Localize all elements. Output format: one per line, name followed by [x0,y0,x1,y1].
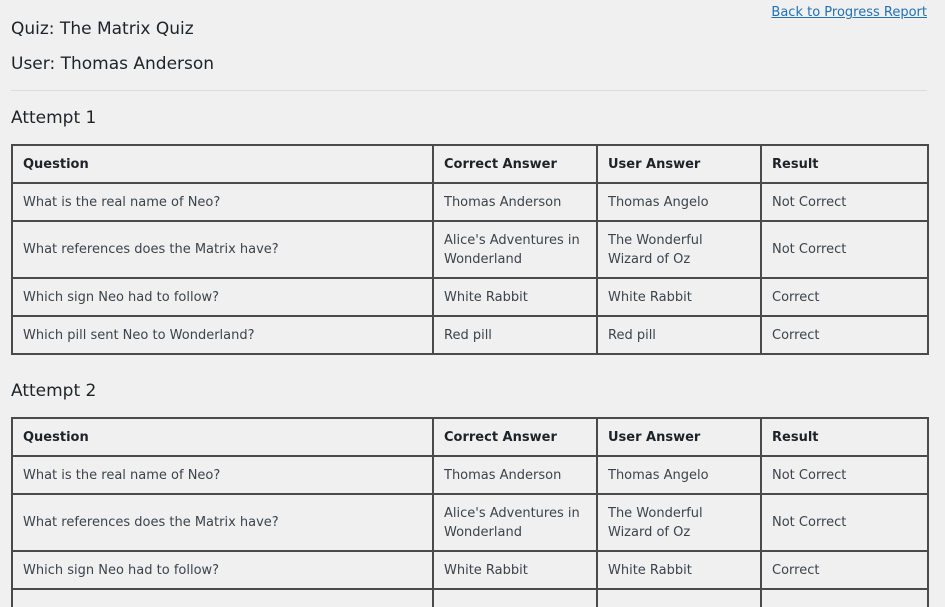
result-cell: Correct [761,278,928,316]
column-header-user-answer: User Answer [597,145,761,183]
question-cell: Which sign Neo had to follow? [12,551,433,589]
result-cell: Not Correct [761,183,928,221]
column-header-result: Result [761,145,928,183]
user-answer-cell: The Wonderful Wizard of Oz [597,494,761,551]
question-cell: What is the real name of Neo? [12,456,433,494]
user-answer-cell [597,589,761,607]
question-cell: What is the real name of Neo? [12,183,433,221]
correct-answer-cell: Thomas Anderson [433,456,597,494]
question-cell: What references does the Matrix have? [12,494,433,551]
table-header-row [12,145,928,183]
question-cell: Which pill sent Neo to Wonderland? [12,316,433,354]
user-title: User: Thomas Anderson [11,54,215,74]
result-cell: Correct [761,316,928,354]
result-cell: Not Correct [761,221,928,278]
correct-answer-cell: White Rabbit [433,278,597,316]
attempt-results-table [11,417,929,607]
user-answer-cell: Thomas Angelo [597,183,761,221]
table-row [12,183,928,221]
correct-answer-cell: Red pill [433,316,597,354]
table-row [12,316,928,354]
column-header-question: Question [12,418,433,456]
question-cell: What references does the Matrix have? [12,221,433,278]
attempt-heading: Attempt 2 [11,381,97,401]
correct-answer-cell: Alice's Adventures in Wonderland [433,494,597,551]
table-row [12,456,928,494]
attempt-results-table [11,144,929,355]
column-header-question: Question [12,145,433,183]
table-row [12,221,928,278]
result-cell: Correct [761,551,928,589]
table-row [12,589,928,607]
result-cell [761,589,928,607]
column-header-correct-answer: Correct Answer [433,145,597,183]
user-answer-cell: White Rabbit [597,551,761,589]
user-answer-cell: Thomas Angelo [597,456,761,494]
back-to-progress-report-link[interactable]: Back to Progress Report [771,5,927,20]
result-cell: Not Correct [761,456,928,494]
column-header-user-answer: User Answer [597,418,761,456]
correct-answer-cell: White Rabbit [433,551,597,589]
divider [11,90,927,91]
correct-answer-cell [433,589,597,607]
user-answer-cell: White Rabbit [597,278,761,316]
table-row [12,494,928,551]
column-header-result: Result [761,418,928,456]
correct-answer-cell: Thomas Anderson [433,183,597,221]
correct-answer-cell: Alice's Adventures in Wonderland [433,221,597,278]
question-cell: Which sign Neo had to follow? [12,278,433,316]
result-cell: Not Correct [761,494,928,551]
column-header-correct-answer: Correct Answer [433,418,597,456]
attempt-heading: Attempt 1 [11,108,97,128]
user-answer-cell: The Wonderful Wizard of Oz [597,221,761,278]
table-row [12,278,928,316]
table-header-row [12,418,928,456]
question-cell [12,589,433,607]
user-answer-cell: Red pill [597,316,761,354]
quiz-title: Quiz: The Matrix Quiz [11,19,194,39]
table-row [12,551,928,589]
